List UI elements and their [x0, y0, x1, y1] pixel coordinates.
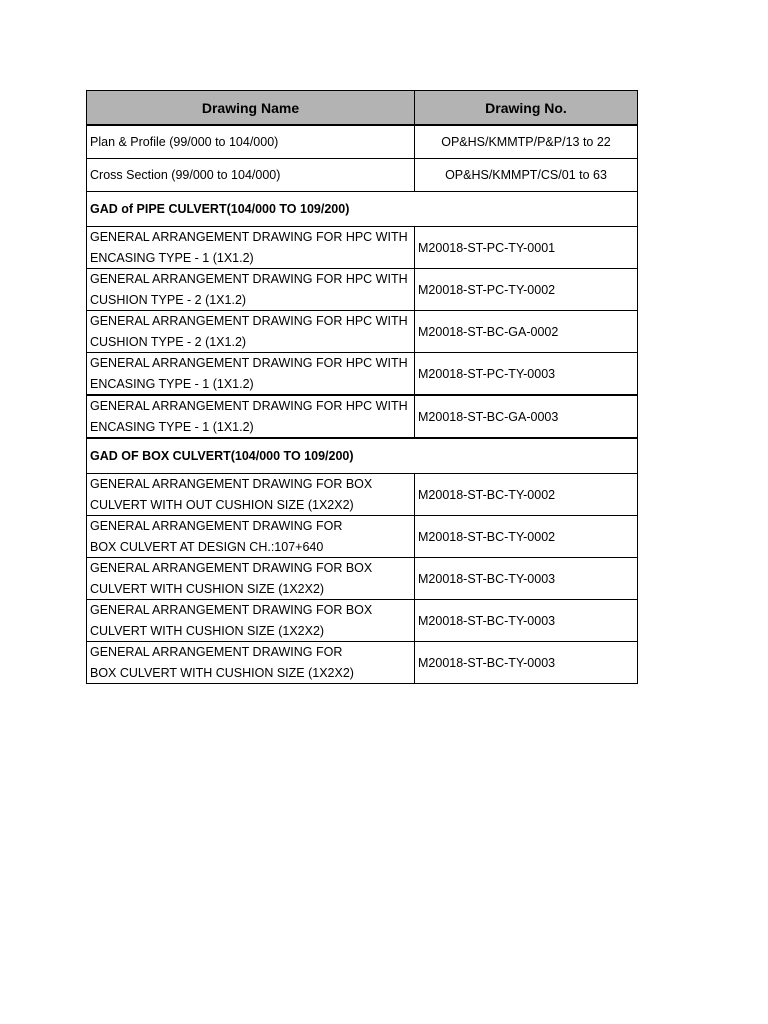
table-row [87, 227, 638, 269]
name-line-1: GENERAL ARRANGEMENT DRAWING FOR HPC WITH [90, 314, 408, 328]
drawing-name-cell [87, 395, 415, 438]
header-drawing-name: Drawing Name [87, 91, 415, 126]
table-row [87, 600, 638, 642]
drawing-name-cell: Cross Section (99/000 to 104/000) [87, 159, 415, 192]
table-row [87, 269, 638, 311]
name-line-1: GENERAL ARRANGEMENT DRAWING FOR HPC WITH [90, 399, 408, 413]
drawing-number-cell: M20018-ST-BC-TY-0003 [415, 642, 638, 684]
name-line-2: CULVERT WITH OUT CUSHION SIZE (1X2X2) [90, 497, 354, 512]
header-drawing-no: Drawing No. [415, 91, 638, 126]
name-line-2: BOX CULVERT AT DESIGN CH.:107+640 [90, 539, 324, 554]
section-row-box-culvert [87, 438, 638, 474]
drawing-number-cell: M20018-ST-BC-GA-0003 [415, 395, 638, 438]
drawing-list-table [86, 90, 638, 684]
drawing-name-cell [87, 642, 415, 684]
drawing-name-cell [87, 600, 415, 642]
drawing-name-cell [87, 227, 415, 269]
drawing-number-cell: M20018-ST-PC-TY-0002 [415, 269, 638, 311]
table-row [87, 642, 638, 684]
drawing-number-cell: M20018-ST-PC-TY-0001 [415, 227, 638, 269]
drawing-number-cell: M20018-ST-PC-TY-0003 [415, 353, 638, 396]
table-row [87, 159, 638, 192]
drawing-name-cell [87, 558, 415, 600]
drawing-number-cell: M20018-ST-BC-TY-0002 [415, 516, 638, 558]
drawing-number-cell: M20018-ST-BC-TY-0002 [415, 474, 638, 516]
section-row-pipe-culvert [87, 192, 638, 227]
name-line-1: GENERAL ARRANGEMENT DRAWING FOR HPC WITH [90, 230, 408, 244]
drawing-number-cell: OP&HS/KMMTP/P&P/13 to 22 [415, 125, 638, 159]
section-title: GAD OF BOX CULVERT(104/000 TO 109/200) [87, 438, 638, 474]
section-title: GAD of PIPE CULVERT(104/000 TO 109/200) [87, 192, 638, 227]
name-line-2: ENCASING TYPE - 1 (1X1.2) [90, 419, 254, 434]
table-row [87, 395, 638, 438]
name-line-2: CULVERT WITH CUSHION SIZE (1X2X2) [90, 581, 325, 596]
drawing-number-cell: OP&HS/KMMPT/CS/01 to 63 [415, 159, 638, 192]
name-line-2: CUSHION TYPE - 2 (1X1.2) [90, 292, 247, 307]
drawing-name-cell [87, 269, 415, 311]
table-row [87, 125, 638, 159]
name-line-2: BOX CULVERT WITH CUSHION SIZE (1X2X2) [90, 665, 354, 680]
table-row [87, 558, 638, 600]
table-row [87, 516, 638, 558]
table-header-row [87, 91, 638, 126]
table-row [87, 311, 638, 353]
name-line-1: GENERAL ARRANGEMENT DRAWING FOR HPC WITH [90, 356, 408, 370]
drawing-name-cell [87, 353, 415, 396]
name-line-2: ENCASING TYPE - 1 (1X1.2) [90, 250, 254, 265]
name-line-1: GENERAL ARRANGEMENT DRAWING FOR BOX [90, 561, 373, 575]
name-line-2: ENCASING TYPE - 1 (1X1.2) [90, 376, 254, 391]
name-line-2: CULVERT WITH CUSHION SIZE (1X2X2) [90, 623, 325, 638]
drawing-number-cell: M20018-ST-BC-GA-0002 [415, 311, 638, 353]
name-line-1: GENERAL ARRANGEMENT DRAWING FOR BOX [90, 477, 373, 491]
name-line-1: GENERAL ARRANGEMENT DRAWING FOR [90, 645, 343, 659]
name-line-1: GENERAL ARRANGEMENT DRAWING FOR [90, 519, 343, 533]
drawing-name-cell [87, 516, 415, 558]
drawing-name-cell: Plan & Profile (99/000 to 104/000) [87, 125, 415, 159]
name-line-2: CUSHION TYPE - 2 (1X1.2) [90, 334, 247, 349]
table-row [87, 353, 638, 396]
name-line-1: GENERAL ARRANGEMENT DRAWING FOR BOX [90, 603, 373, 617]
drawing-number-cell: M20018-ST-BC-TY-0003 [415, 600, 638, 642]
table-row [87, 474, 638, 516]
name-line-1: GENERAL ARRANGEMENT DRAWING FOR HPC WITH [90, 272, 408, 286]
drawing-name-cell [87, 474, 415, 516]
drawing-number-cell: M20018-ST-BC-TY-0003 [415, 558, 638, 600]
drawing-name-cell [87, 311, 415, 353]
